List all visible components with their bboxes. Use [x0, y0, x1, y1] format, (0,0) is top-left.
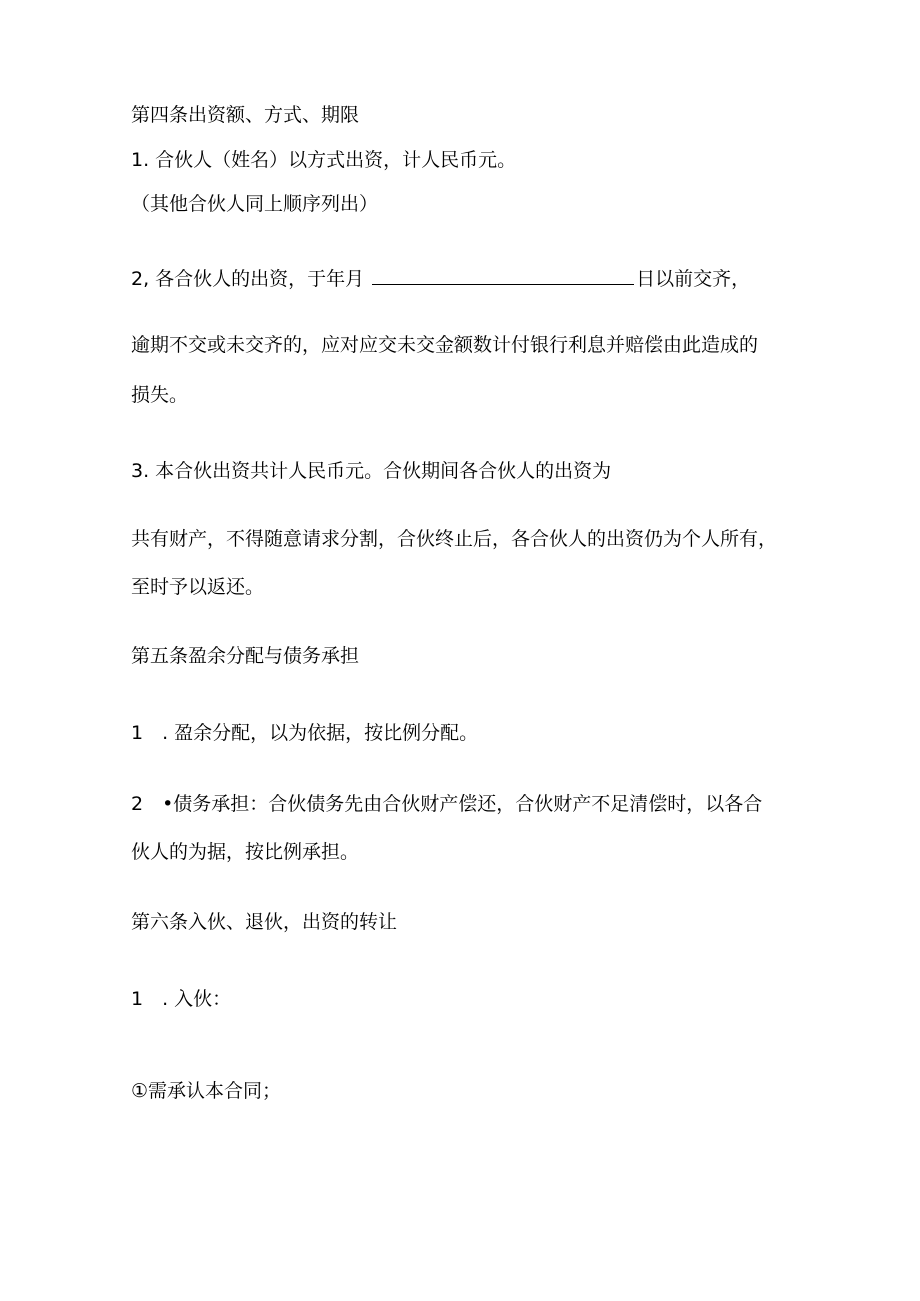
article-4-item-2-text: 2, 各合伙人的出资，于年月 [131, 268, 365, 290]
article-4-item-2 [131, 266, 750, 291]
article-6-item-1-sub-1: ①需承认本合同； [131, 1080, 282, 1102]
article-5-item-1: 1 . 盈余分配，以为依据，按比例分配。 [131, 722, 479, 744]
article-4-item-2-text-end: 日以前交齐， [636, 268, 751, 290]
date-blank [372, 266, 634, 285]
article-5-item-2-continued: 伙人的为据，按比例承担。 [131, 841, 360, 863]
article-4-title: 第四条出资额、方式、期限 [131, 104, 360, 126]
article-4-item-3-continued: 共有财产，不得随意请求分割，合伙终止后，各合伙人的出资仍为个人所有， [131, 528, 778, 550]
article-4-item-1: 1. 合伙人（姓名）以方式出资，计人民币元。 [131, 149, 517, 171]
article-4-item-2-continued: 逾期不交或未交齐的，应对应交未交金额数计付银行利息并赔偿由此造成的 [131, 334, 759, 356]
article-4-item-1-note: （其他合伙人同上顺序列出） [131, 193, 379, 215]
article-5-title: 第五条盈余分配与债务承担 [131, 645, 360, 667]
article-4-item-2-continued-2: 损失。 [131, 384, 189, 406]
article-6-title: 第六条入伙、退伙，出资的转让 [131, 911, 398, 933]
article-4-item-3: 3. 本合伙出资共计人民币元。合伙期间各合伙人的出资为 [131, 460, 612, 482]
article-6-item-1: 1 . 入伙： [131, 988, 232, 1010]
article-4-item-3-continued-2: 至时予以返还。 [131, 576, 265, 598]
article-5-item-2: 2 •债务承担：合伙债务先由合伙财产偿还，合伙财产不足清偿时，以各合 [131, 793, 763, 815]
